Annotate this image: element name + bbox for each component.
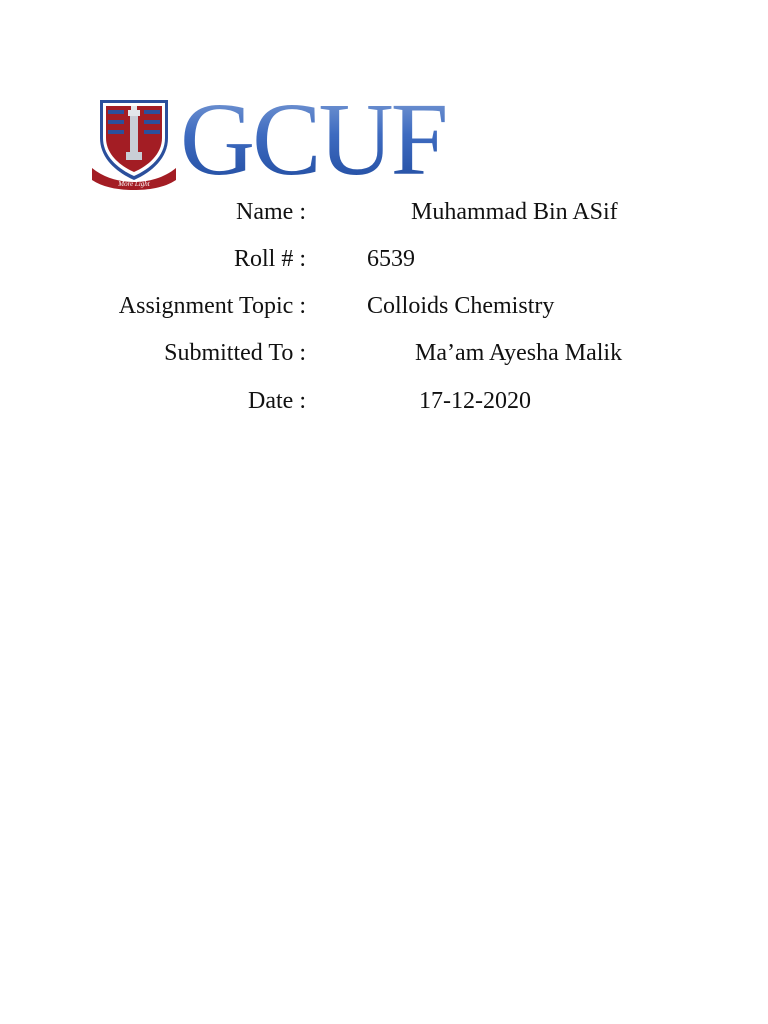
roll-label: Roll # :: [233, 246, 306, 272]
university-crest-icon: [90, 94, 178, 190]
info-row-date: [0, 386, 768, 416]
name-label: Name :: [236, 199, 306, 225]
topic-value: Colloids Chemistry: [367, 293, 555, 319]
info-row-submitted-to: [0, 338, 768, 368]
crest-motto: More Light: [118, 180, 150, 188]
topic-label: Assignment Topic :: [118, 293, 306, 319]
name-value: Muhammad Bin ASif: [411, 199, 618, 225]
university-logo: [90, 82, 446, 197]
logo-wordmark: GCUF: [180, 82, 446, 197]
date-label: Date :: [248, 388, 306, 414]
info-row-topic: [0, 291, 768, 321]
info-row-name: [0, 197, 768, 227]
submitted-to-label: Submitted To :: [164, 340, 306, 366]
submitted-to-value: Ma’am Ayesha Malik: [415, 340, 623, 366]
date-value: 17-12-2020: [419, 388, 531, 414]
info-row-roll: [0, 244, 768, 274]
roll-value: 6539: [367, 246, 415, 272]
